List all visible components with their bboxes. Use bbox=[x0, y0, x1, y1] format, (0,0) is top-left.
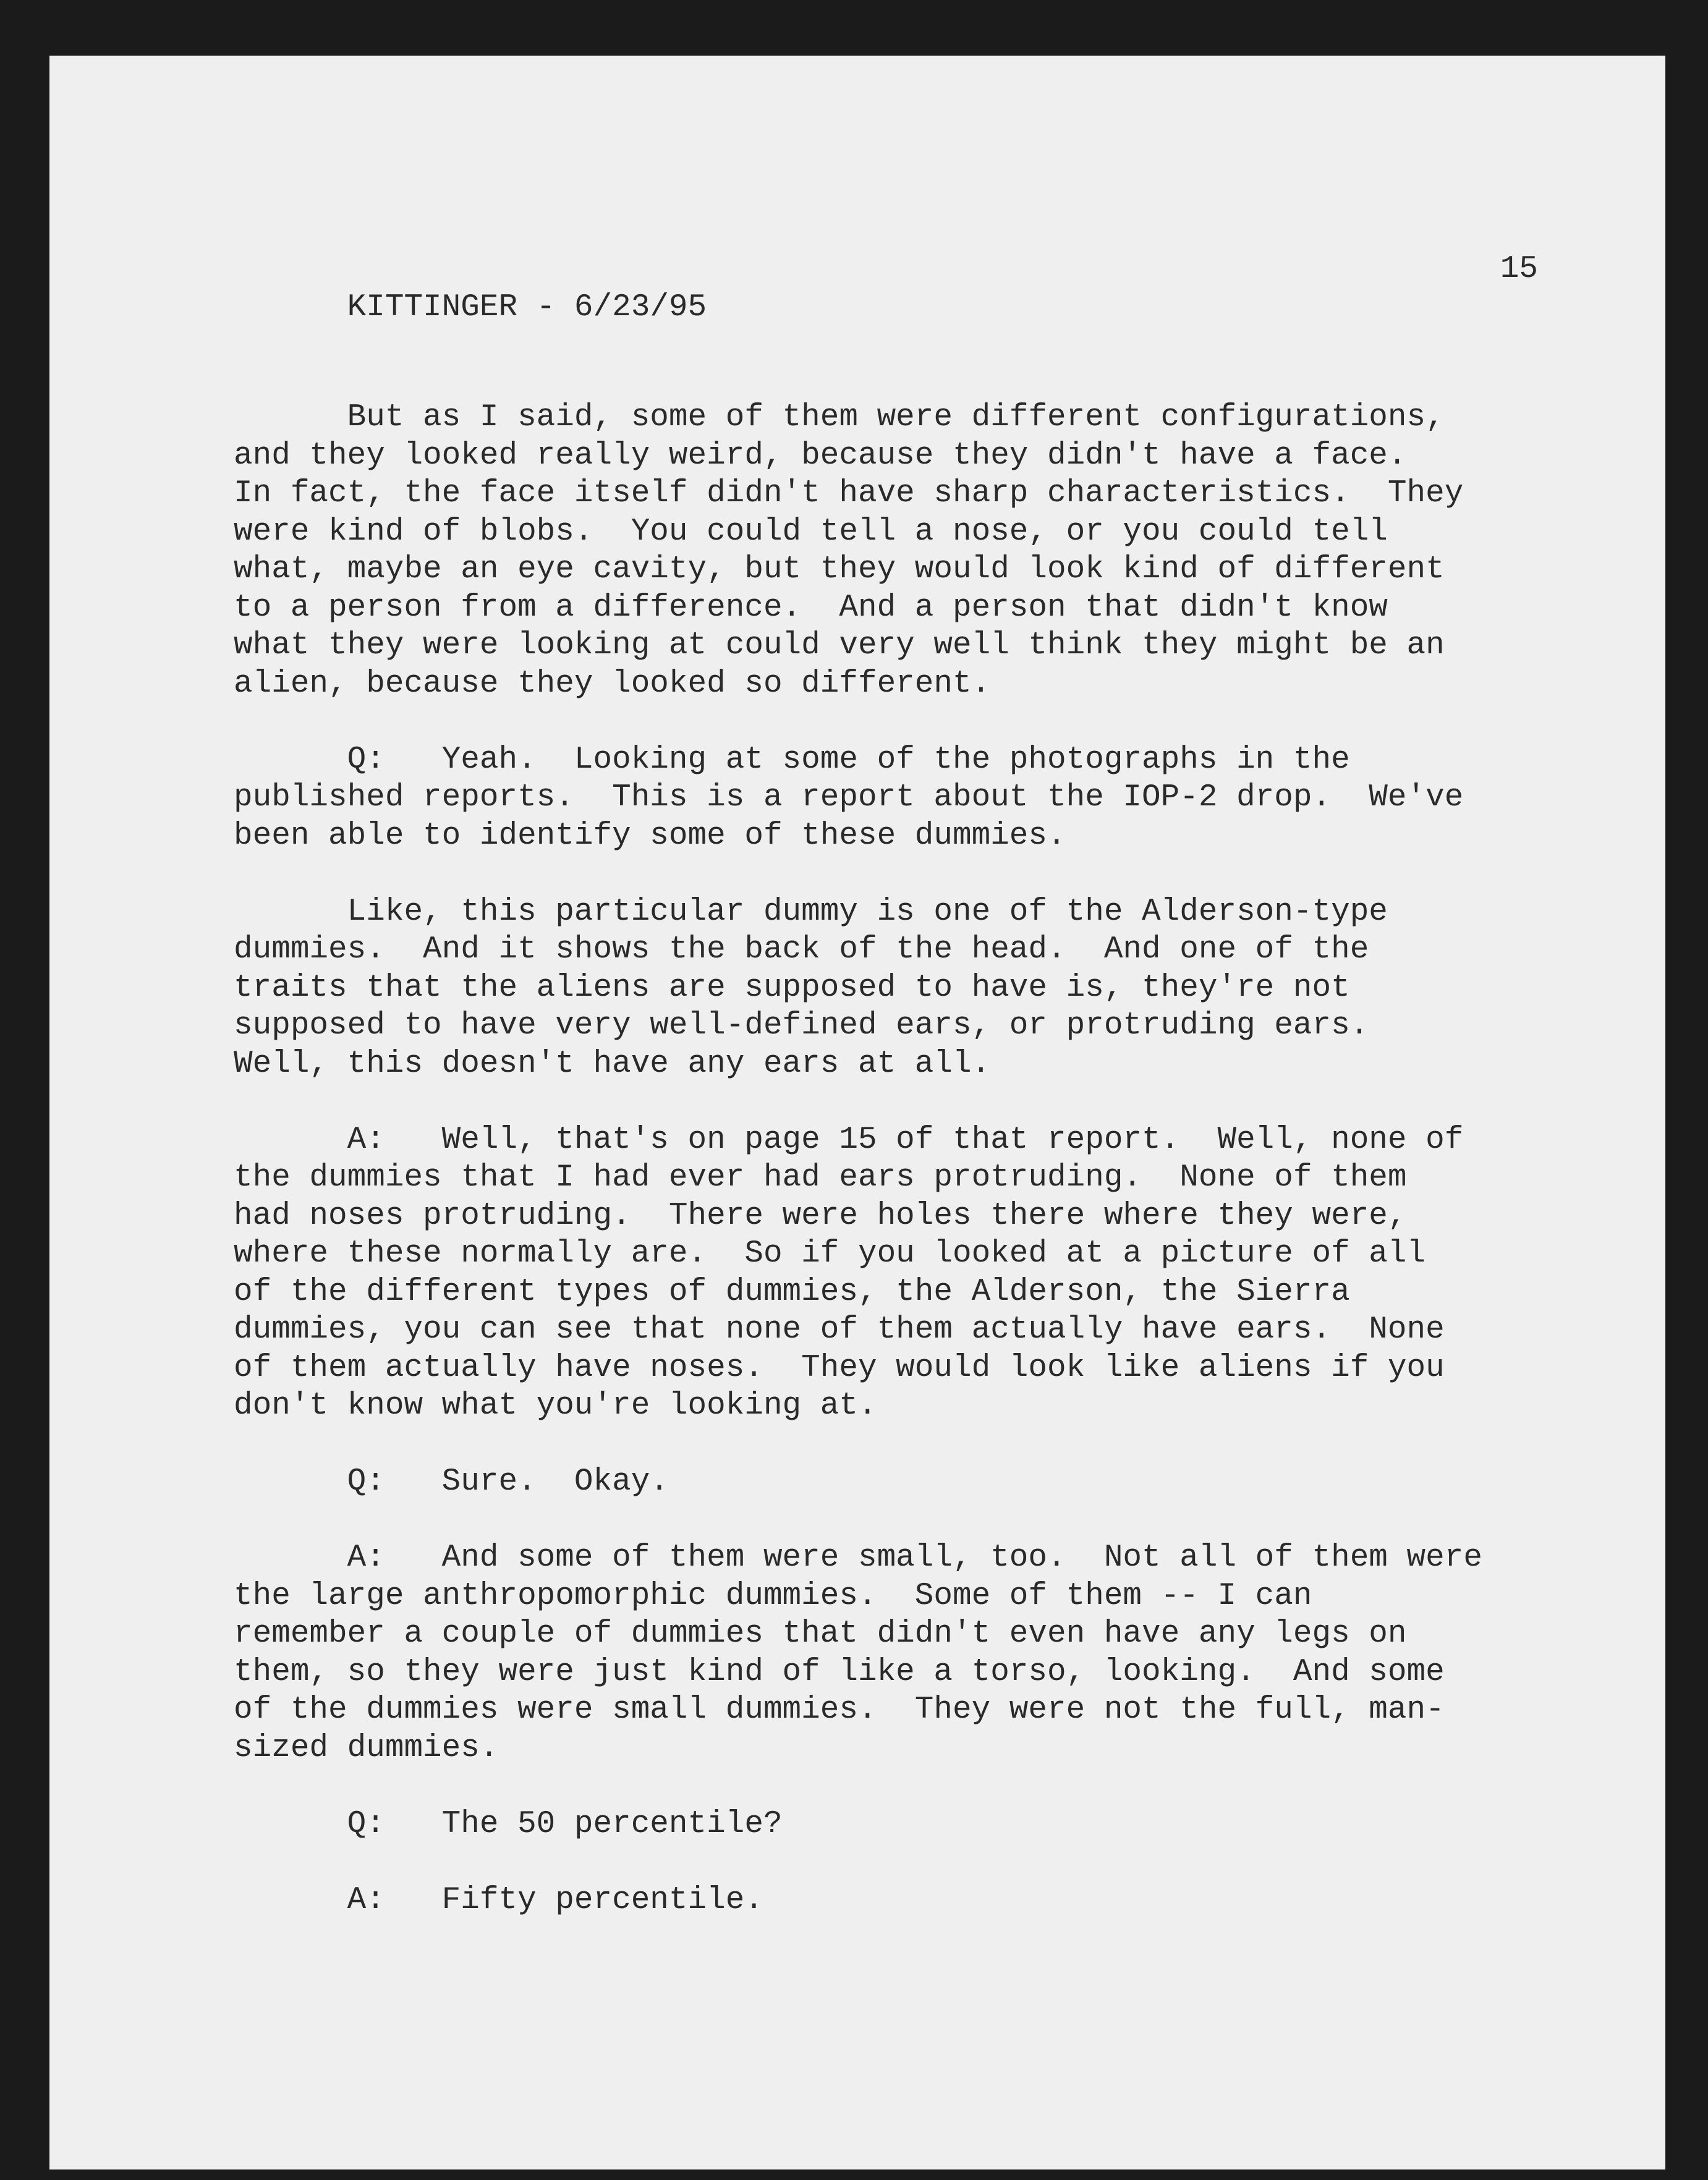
paragraph: Q: The 50 percentile? bbox=[234, 1806, 783, 1842]
document-page bbox=[49, 56, 1665, 2169]
paragraph: Like, this particular dummy is one of the Alderson-type dummies. And it shows the back of the head. And one of the traits that the aliens are supposed to have is, they're not supposed to have very well-defined ears, or protruding ears. Well, this doesn't have any ears at all. bbox=[234, 894, 1388, 1082]
paragraph: A: Well, that's on page 15 of that report. Well, none of the dummies that I had ever had ears protruding. None of them had noses protruding. There were holes there where they were, where these normally are. So if you looked at a picture of all of the different types of dummies, the Alderson, the Sierra dummies, you can see that none of them actually have ears. None of them actually have noses. They would look like aliens if you don't know what you're looking at. bbox=[234, 1122, 1464, 1423]
page-header bbox=[234, 250, 1538, 325]
paragraph: A: Fifty percentile. bbox=[234, 1882, 763, 1918]
transcript-body bbox=[234, 250, 1538, 1919]
paragraph: Q: Yeah. Looking at some of the photographs in the published reports. This is a report about the IOP-2 drop. We've been able to identify some of these dummies. bbox=[234, 742, 1464, 854]
paragraph: Q: Sure. Okay. bbox=[234, 1464, 669, 1499]
paragraph: A: And some of them were small, too. Not all of them were the large anthropomorphic dummies. Some of them -- I can remember a couple of dummies that didn't even have any legs on them, so they were just kind of like a torso, looking. And some of the dummies were small dummies. They were not the full, man- sized dummies. bbox=[234, 1540, 1482, 1766]
header-title: KITTINGER - 6/23/95 bbox=[347, 290, 707, 325]
page-number: 15 bbox=[1500, 252, 1538, 287]
paragraph: But as I said, some of them were different configurations, and they looked really weird, because they didn't have a face. In fact, the face itself didn't have sharp characteristics. They were kind of blobs. You could tell a nose, or you could tell what, maybe an eye cavity, but they would look kind of different to a person from a difference. And a person that didn't know what they were looking at could very well think they might be an alien, because they looked so different. bbox=[234, 400, 1464, 702]
